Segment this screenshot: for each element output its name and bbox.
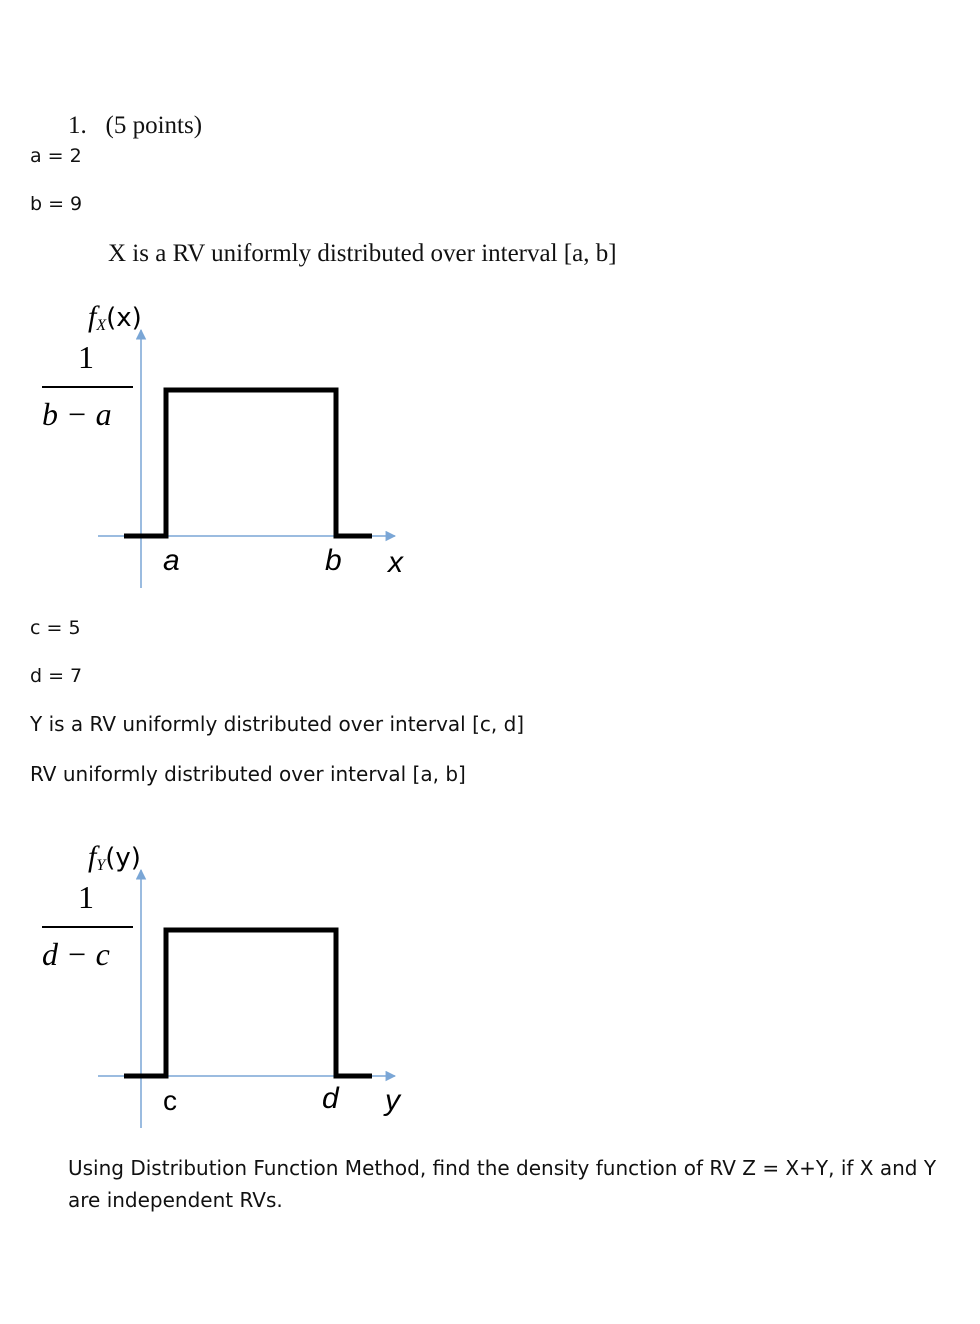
y-axis-label: fX(x) xyxy=(88,300,142,334)
right-tick-label: d xyxy=(322,1082,339,1115)
question-number: 1. xyxy=(68,112,87,139)
height-denominator: b − a xyxy=(42,396,112,432)
param-d: d = 7 xyxy=(30,665,83,687)
left-tick-label: c xyxy=(163,1085,177,1116)
x-axis-label: y xyxy=(385,1084,400,1117)
density-plot-y xyxy=(0,830,460,1140)
right-tick-label: b xyxy=(325,544,342,577)
density-curve xyxy=(124,390,372,536)
y-axis-label: fY(y) xyxy=(88,840,141,874)
param-b: b = 9 xyxy=(30,193,83,215)
density-plot-x xyxy=(0,290,460,600)
task-text: Using Distribution Function Method, find the density function of RV Z = X+Y, if X and Y are independent RVs. xyxy=(68,1156,937,1212)
param-c: c = 5 xyxy=(30,617,81,639)
question-points: (5 points) xyxy=(105,112,203,139)
left-tick-label: a xyxy=(163,544,180,577)
height-numerator: 1 xyxy=(78,339,94,375)
height-denominator: d − c xyxy=(42,936,110,972)
statement-repeat: RV uniformly distributed over interval [a, b] xyxy=(30,762,466,786)
density-curve xyxy=(124,930,372,1076)
height-numerator: 1 xyxy=(78,879,94,915)
statement-x: X is a RV uniformly distributed over interval [a, b] xyxy=(108,240,617,267)
question-header xyxy=(68,112,202,140)
param-a: a = 2 xyxy=(30,145,82,167)
statement-y: Y is a RV uniformly distributed over interval [c, d] xyxy=(30,712,525,736)
x-axis-label: x xyxy=(388,546,403,579)
